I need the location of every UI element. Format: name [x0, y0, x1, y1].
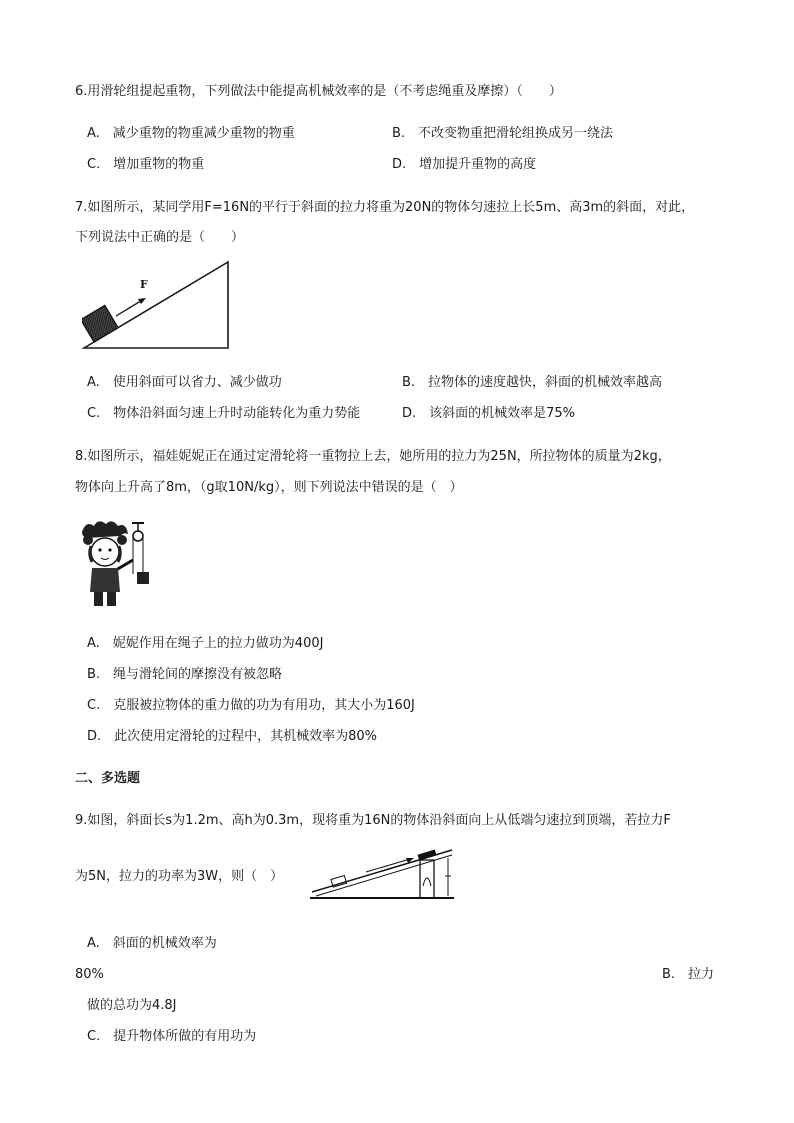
q9-option-a-line2: 80%	[75, 967, 104, 982]
q9-option-a-line1: A. 斜面的机械效率为	[87, 936, 217, 951]
q8-option-a: A. 妮妮作用在绳子上的拉力做功为400J	[87, 636, 324, 651]
q8-option-d: D. 此次使用定滑轮的过程中，其机械效率为80%	[87, 729, 378, 744]
q9-option-b-line1: B. 拉力	[662, 967, 715, 982]
force-label: F	[140, 278, 148, 291]
q9-incline-figure	[306, 846, 456, 904]
q8-fuwa-pulley-figure	[76, 518, 158, 610]
q7-stem-line2: 下列说法中正确的是（ ）	[75, 230, 245, 245]
q9-stem-line2: 为5N，拉力的功率为3W，则（ ）	[75, 869, 284, 884]
weight	[137, 572, 149, 584]
q6-option-c: C. 增加重物的物重	[87, 157, 205, 172]
q7-option-d: D. 该斜面的机械效率是75%	[402, 406, 576, 421]
q8-stem-line2: 物体向上升高了8m，（g取10N/kg），则下列说法中错误的是（ ）	[75, 480, 463, 495]
q6-stem: 6.用滑轮组提起重物，下列做法中能提高机械效率的是（不考虑绳重及摩擦）（ ）	[75, 84, 562, 99]
q9-option-c: C. 提升物体所做的有用功为	[87, 1029, 257, 1044]
q6-option-d: D. 增加提升重物的高度	[392, 157, 537, 172]
fuwa-body	[90, 568, 120, 592]
q7-incline-figure	[82, 258, 232, 352]
q8-option-c: C. 克服被拉物体的重力做的功为有用功，其大小为160J	[87, 698, 415, 713]
q6-option-b: B. 不改变物重把滑轮组换成另一绕法	[392, 126, 614, 141]
section-title-multiple-choice: 二、多选题	[75, 771, 141, 786]
support-block	[420, 860, 434, 898]
q7-option-c: C. 物体沿斜面匀速上升时动能转化为重力势能	[87, 406, 361, 421]
q9-option-b-line2: 做的总功为4.8J	[87, 998, 177, 1013]
q6-option-a: A. 减少重物的物重减少重物的物重	[87, 126, 295, 141]
q8-option-b: B. 绳与滑轮间的摩擦没有被忽略	[87, 667, 283, 682]
block	[82, 305, 118, 342]
q9-stem-line1: 9.如图，斜面长s为1.2m、高h为0.3m，现将重为16N的物体沿斜面向上从低端匀速拉到顶端，若拉力F	[75, 813, 671, 828]
q7-option-a: A. 使用斜面可以省力、减少做功	[87, 375, 282, 390]
q8-stem-line1: 8.如图所示，福娃妮妮正在通过定滑轮将一重物拉上去，她所用的拉力为25N，所拉物体的质量为2kg，	[75, 449, 671, 464]
fuwa-face	[91, 538, 119, 566]
q7-stem-line1: 7.如图所示，某同学用F=16N的平行于斜面的拉力将重为20N的物体匀速拉上长5m、高3m的斜面，对此，	[75, 200, 695, 215]
pulley-wheel	[133, 531, 143, 541]
q7-option-b: B. 拉物体的速度越快，斜面的机械效率越高	[402, 375, 663, 390]
